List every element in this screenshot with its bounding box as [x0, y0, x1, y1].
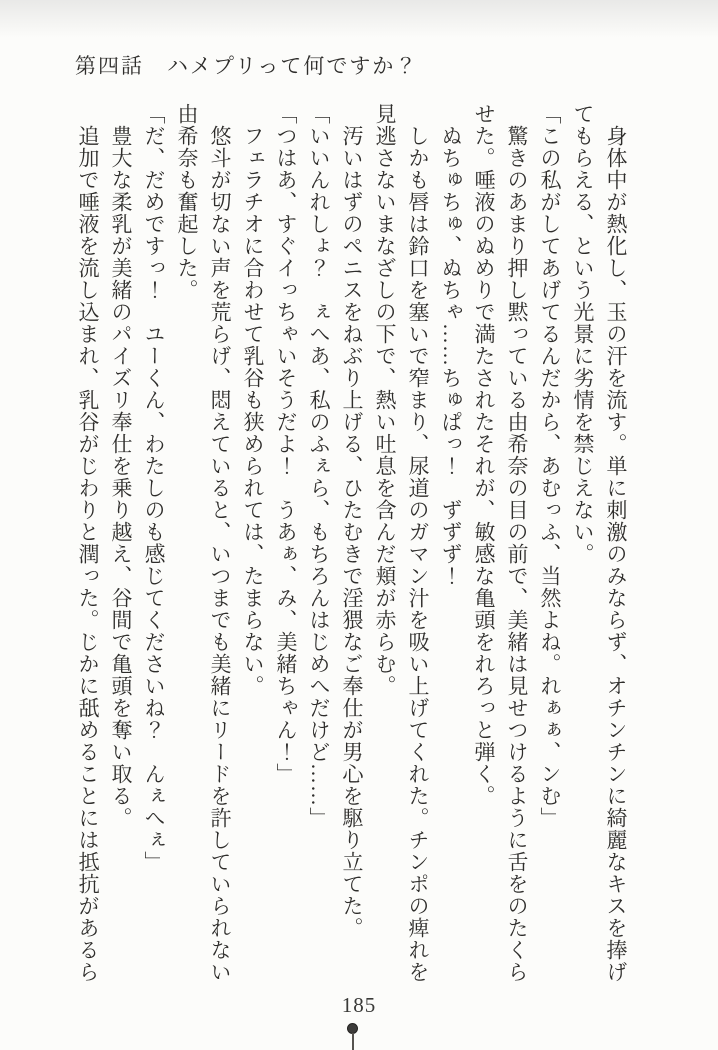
page-number: 185 [341, 993, 377, 1017]
text-line: しかも唇は鈴口を塞いで窄まり、尿道のガマン汁を吸い上げてくれた。チンポの痺れを [406, 103, 430, 983]
text-line: ぬちゅちゅ、ぬちゃ……ちゅぱっ！ ずずず！ [439, 103, 463, 587]
text-line: せた。唾液のぬめりで満たされたそれが、敏感な亀頭をれろっと弾く。 [472, 103, 496, 807]
text-line: 由希奈も奮起した。 [175, 103, 199, 301]
text-line: 汚いはずのペニスをねぶり上げる、ひたむきで淫猥なご奉仕が男心を駆り立てた。 [340, 103, 364, 939]
text-line: フェラチオに合わせて乳谷も狭められては、たまらない。 [241, 103, 265, 697]
main-text [71, 103, 632, 1003]
text-line: 身体中が熱化し、玉の汗を流す。単に刺激のみならず、オチンチンに綺麗なキスを捧げ [604, 103, 628, 983]
pin-marker-icon [347, 1023, 359, 1050]
text-line: 「この私がしてあげてるんだから、あむっふ、当然よね。れぁぁ、ンむ」 [538, 103, 562, 829]
text-line: 「だ、だめですっ！ ユーくん、わたしのも感じてくださいね？ んぇへぇ」 [142, 103, 166, 873]
text-line: 驚きのあまり押し黙っている由希奈の目の前で、美緒は見せつけるように舌をのたくら [505, 103, 529, 983]
text-line: 「つはあ、すぐイっちゃいそうだよ！ うあぁ、み、美緒ちゃん！」 [274, 103, 298, 785]
text-line: 悠斗が切ない声を荒らげ、悶えていると、いつまでも美緒にリードを許していられない [208, 103, 232, 983]
chapter-header: 第四話 ハメプリって何ですか？ [75, 54, 419, 78]
text-line: てもらえる、という光景に劣情を禁じえない。 [571, 103, 595, 565]
text-line: 見逃さないまなざしの下で、熱い吐息を含んだ頬が赤らむ。 [373, 103, 397, 697]
text-line: 追加で唾液を流し込まれ、乳谷がじわりと潤った。じかに舐めることには抵抗があるら [76, 103, 100, 983]
text-line: 豊大な柔乳が美緒のパイズリ奉仕を乗り越え、谷間で亀頭を奪い取る。 [109, 103, 133, 829]
pin-stem [352, 1033, 354, 1050]
text-line: 「いいんれしょ？ ぇへあ、私のふぇら、もちろんはじめへだけど……」 [307, 103, 331, 829]
